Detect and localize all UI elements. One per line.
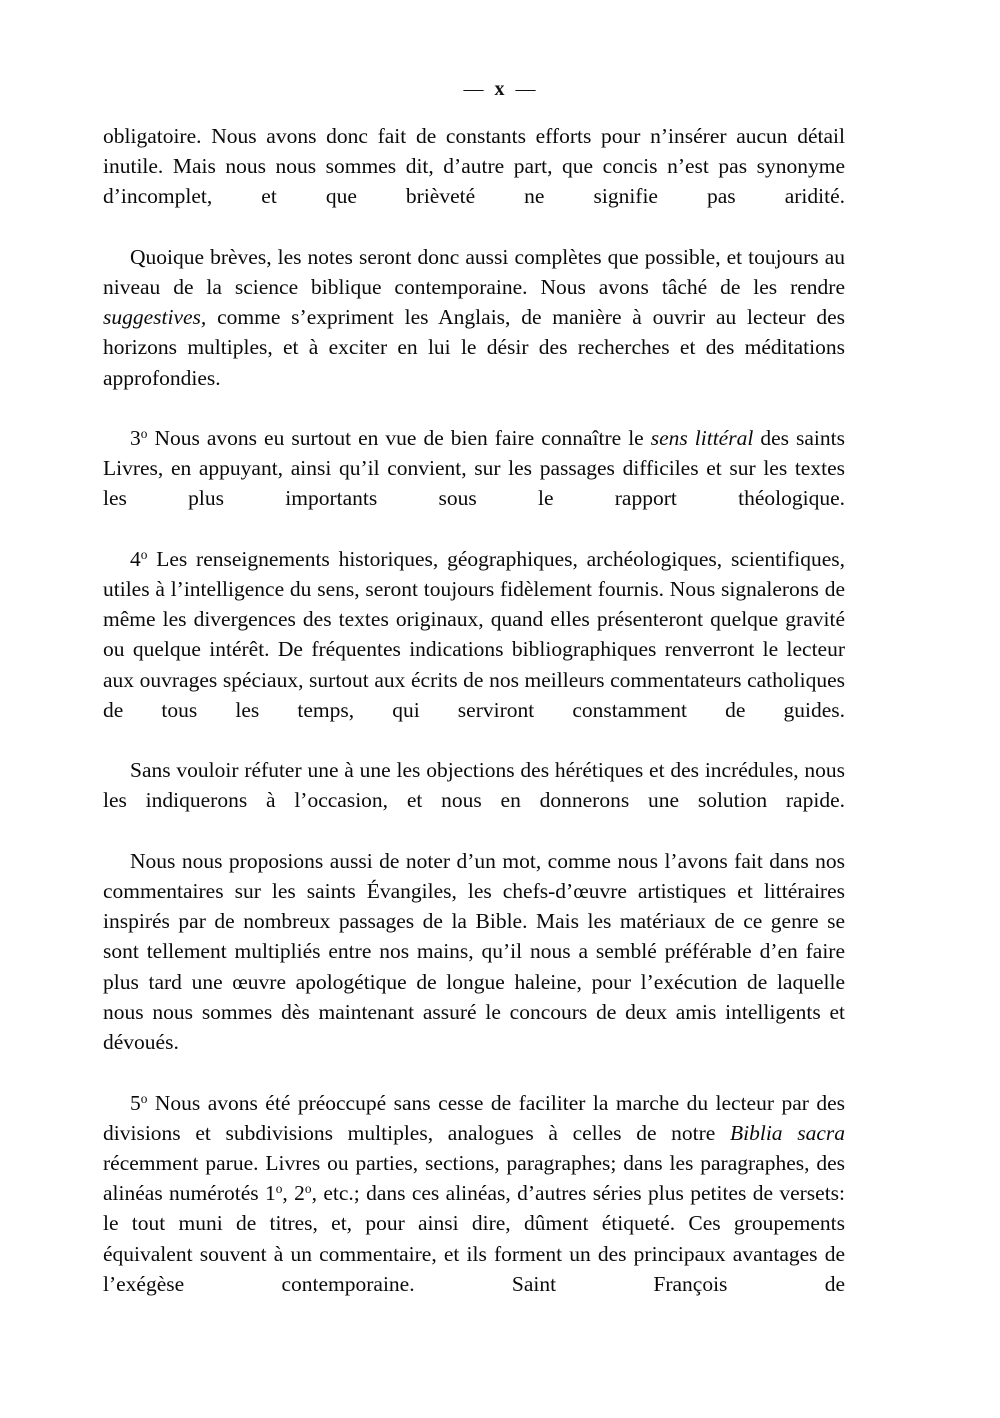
- para-sans-vouloir: Sans vouloir réfuter une à une les objections des hérétiques et des incrédules, nous les indiquerons à l’occasion, et nous en donnerons une solution rapide.: [103, 758, 845, 813]
- running-head-right-dash: —: [515, 78, 537, 100]
- running-head: [0, 78, 1000, 101]
- ordinal-marker: o: [304, 1181, 312, 1197]
- para-cinquieme: 5$^o$ Nous avons été préoccupé sans cesse de faciliter la marche du lecteur par des divisions et subdivisions multiples, analogues à celles de notre Biblia sacra récemment parue. Livres ou parties, sections, paragraphes; dans les paragraphes, des alinéas numérotés 1$^o$, 2$^o$, etc.; dans ces alinéas, d’autres séries plus petites de versets: le tout muni de titres, et, pour ainsi dire, dûment étiqueté. Ces groupements équivalent souvent à un commentaire, et ils forment un des principaux avantages de l’exégèse contemporaine. Saint François de: [103, 1090, 846, 1296]
- italic-phrase: Biblia sacra: [730, 1120, 845, 1145]
- italic-phrase: suggestives,: [103, 305, 207, 330]
- ordinal-number: 2: [294, 1181, 305, 1206]
- ordinal-marker: o: [140, 426, 148, 442]
- ordinal-number: 5: [130, 1090, 141, 1115]
- para-nous-proposions: Nous nous proposions aussi de noter d’un mot, comme nous l’avons fait dans nos commentaires sur les saints Évangiles, les chefs-d’œuvre artistiques et littéraires inspirés par de nombreux passages de la Bible. Mais les matériaux de ce genre se sont tellement multipliés entre nos mains, qu’il nous a semblé préférable d’en faire plus tard une œuvre apologétique de longue haleine, pour l’exécution de laquelle nous nous sommes dès maintenant assuré le concours de deux amis intelligents et dévoués.: [103, 848, 845, 1055]
- ordinal-marker: o: [140, 1090, 148, 1106]
- italic-phrase: sens littéral: [650, 426, 754, 451]
- ordinal-marker: o: [140, 546, 148, 562]
- para-obligatoire: obligatoire. Nous avons donc fait de constants efforts pour n’insérer aucun détail inutile. Mais nous nous sommes dit, d’autre part, que concis n’est pas synonyme d’incomplet, et que brièveté ne signifie pas aridité.: [103, 124, 845, 209]
- para-quoique-breves: Quoique brèves, les notes seront donc aussi complètes que possible, et toujours au niveau de la science biblique contemporaine. Nous avons tâché de les rendre suggestives, comme s’expriment les Anglais, de manière à ouvrir au lecteur des horizons multiples, et à exciter en lui le désir des recherches et des méditations approfondies.: [103, 244, 845, 390]
- ordinal-number: 1: [264, 1181, 276, 1206]
- ordinal-number: 3: [130, 426, 141, 451]
- page-number: x: [494, 78, 506, 100]
- body-text-column: [103, 121, 845, 1329]
- para-troisieme: 3$^o$ Nous avons eu surtout en vue de bien faire connaître le sens littéral des saints Livres, en appuyant, ainsi qu’il convient, sur les passages difficiles et sur les textes les plus importants sous le rapport théologique.: [103, 426, 845, 511]
- para-quatrieme: 4$^o$ Les renseignements historiques, géographiques, archéologiques, scientifiques, utiles à l’intelligence du sens, seront toujours fidèlement fournis. Nous signalerons de même les divergences des textes originaux, quand elles présenteront quelque gravité ou quelque intérêt. De fréquentes indications bibliographiques renverront le lecteur aux ouvrages spéciaux, surtout aux écrits de nos meilleurs commentateurs catholiques de tous les temps, qui serviront constamment de guides.: [103, 546, 845, 722]
- running-head-left-dash: —: [463, 78, 485, 100]
- ordinal-number: 4: [130, 546, 141, 571]
- ordinal-marker: o: [275, 1181, 283, 1197]
